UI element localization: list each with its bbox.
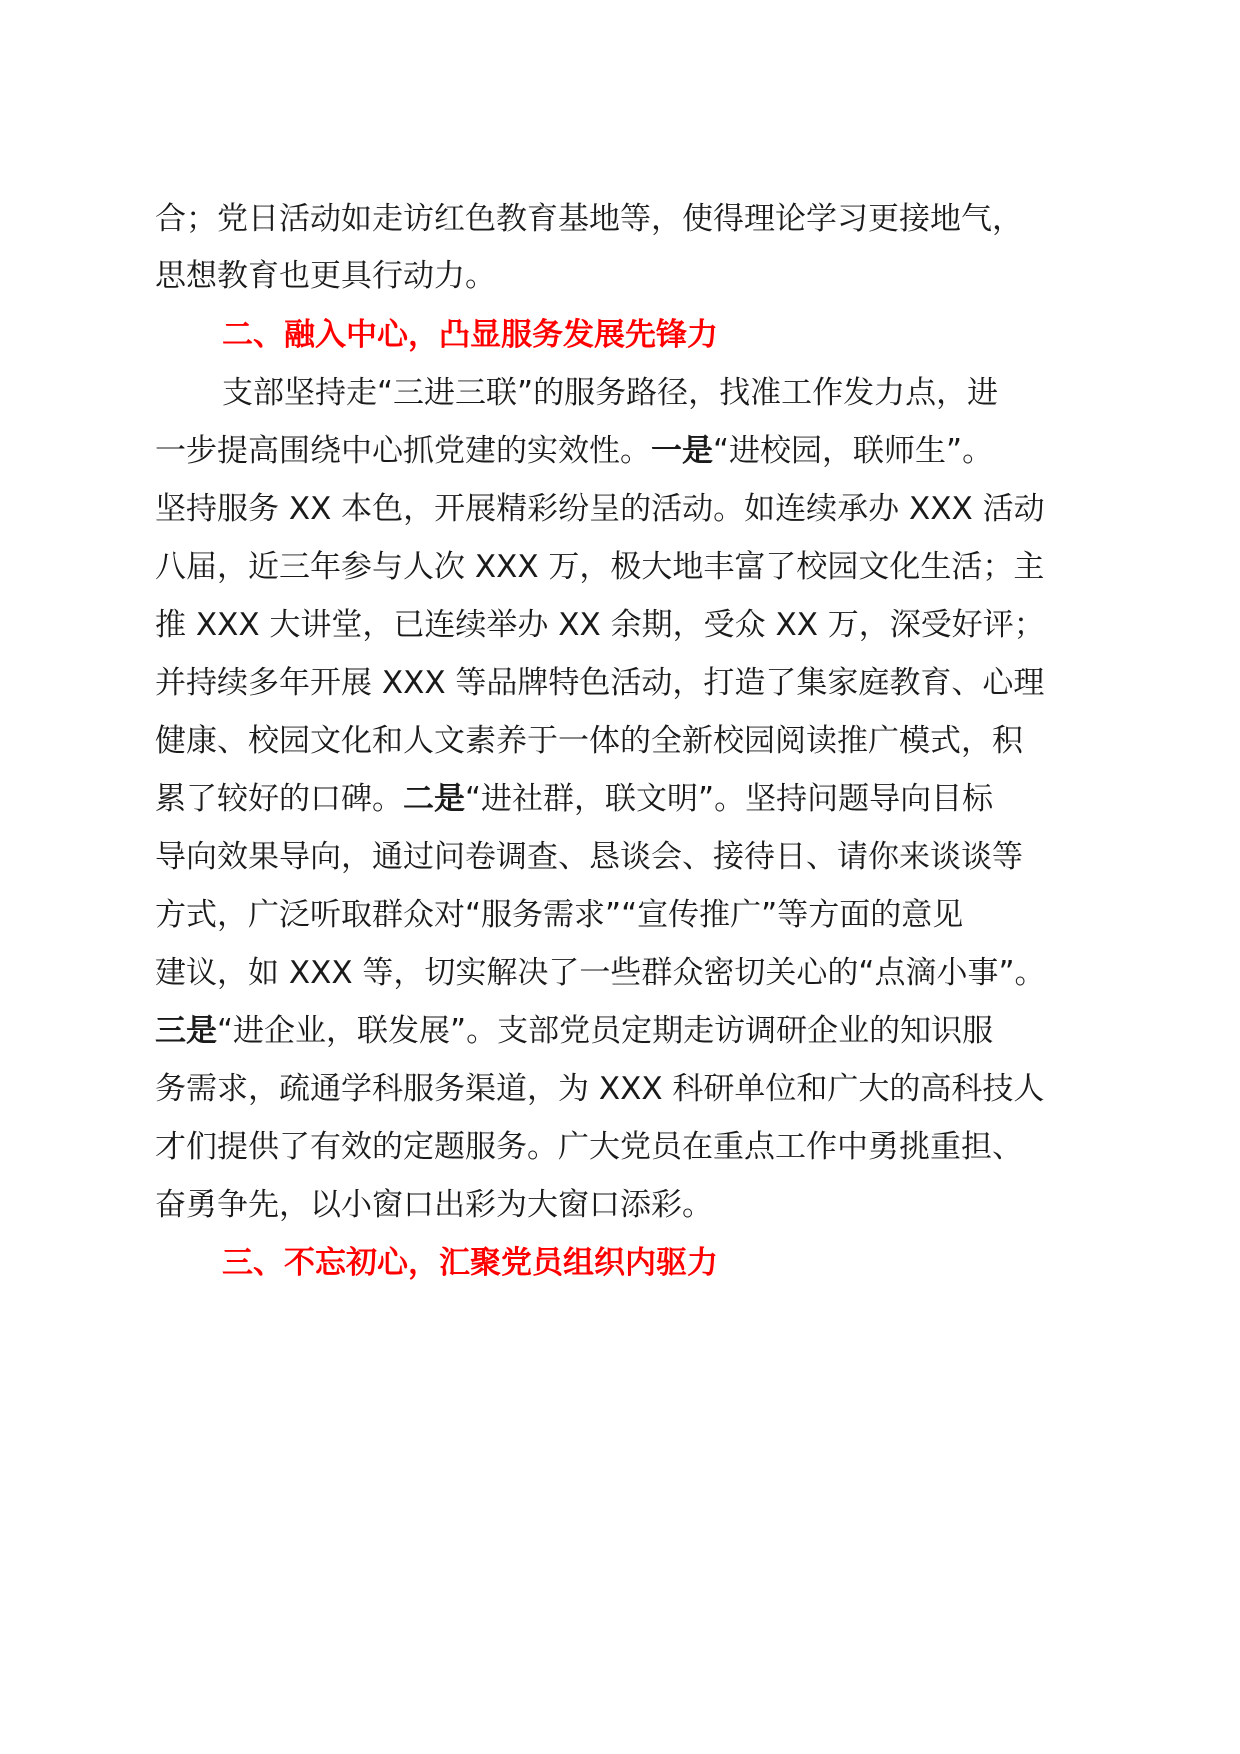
body-line-5: [155, 486, 1045, 532]
text-run: 一步提高围绕中心抓党建的实效性。: [155, 433, 651, 469]
text-run: 奋勇争先，以小窗口出彩为大窗口添彩。: [155, 1187, 713, 1223]
body-line-9: [155, 718, 1023, 764]
body-line-11: [155, 834, 1023, 880]
text-run: 思想教育也更具行动力。: [155, 258, 496, 294]
body-line-3: [222, 370, 998, 416]
body-line-13: [155, 950, 1046, 996]
body-line-7: [155, 602, 1045, 648]
body-line-8: [155, 660, 1044, 706]
body-line-6: [155, 544, 1044, 590]
text-run: 合；党日活动如走访红色教育基地等，使得理论学习更接地气，: [155, 201, 1023, 237]
text-run: 方式，广泛听取群众对“服务需求”“宣传推广”等方面的意见: [155, 897, 964, 933]
bold-marker-two: 二是: [403, 781, 465, 817]
text-run: 健康、校园文化和人文素养于一体的全新校园阅读推广模式，积: [155, 723, 1023, 759]
text-run: “进校园，联师生”。: [713, 433, 994, 469]
text-run: 才们提供了有效的定题服务。广大党员在重点工作中勇挑重担、: [155, 1129, 1023, 1165]
text-run: 八届，近三年参与人次 XXX 万，极大地丰富了校园文化生活；主: [155, 549, 1045, 585]
heading-text: 二、融入中心，凸显服务发展先锋力: [222, 317, 718, 353]
body-line-14: [155, 1008, 993, 1054]
body-line-17: [155, 1182, 713, 1228]
section-heading-2: [222, 312, 718, 358]
heading-text: 三、不忘初心，汇聚党员组织内驱力: [222, 1245, 718, 1281]
text-run: 坚持服务 XX 本色，开展精彩纷呈的活动。如连续承办 XXX 活动: [155, 491, 1045, 527]
text-run: 导向效果导向，通过问卷调查、恳谈会、接待日、请你来谈谈等: [155, 839, 1023, 875]
body-line-12: [155, 892, 963, 938]
body-line-16: [155, 1124, 1023, 1170]
body-line-10: [155, 776, 993, 822]
text-run: 累了较好的口碑。: [155, 781, 403, 817]
text-run: 建议，如 XXX 等，切实解决了一些群众密切关心的“点滴小事”。: [155, 955, 1046, 991]
body-line-1: [155, 196, 1023, 242]
body-line-4: [155, 428, 993, 474]
text-run: “进企业，联发展”。支部党员定期走访调研企业的知识服: [217, 1013, 994, 1049]
body-line-15: [155, 1066, 1044, 1112]
text-run: “进社群，联文明”。坚持问题导向目标: [465, 781, 994, 817]
section-heading-3: [222, 1240, 718, 1286]
text-run: 并持续多年开展 XXX 等品牌特色活动，打造了集家庭教育、心理: [155, 665, 1045, 701]
text-run: 推 XXX 大讲堂，已连续举办 XX 余期，受众 XX 万，深受好评；: [155, 607, 1045, 643]
bold-marker-one: 一是: [651, 433, 713, 469]
bold-marker-three: 三是: [155, 1013, 217, 1049]
body-line-2: [155, 253, 496, 299]
text-run: 务需求，疏通学科服务渠道，为 XXX 科研单位和广大的高科技人: [155, 1071, 1045, 1107]
text-run: 支部坚持走“三进三联”的服务路径，找准工作发力点，进: [222, 375, 999, 411]
